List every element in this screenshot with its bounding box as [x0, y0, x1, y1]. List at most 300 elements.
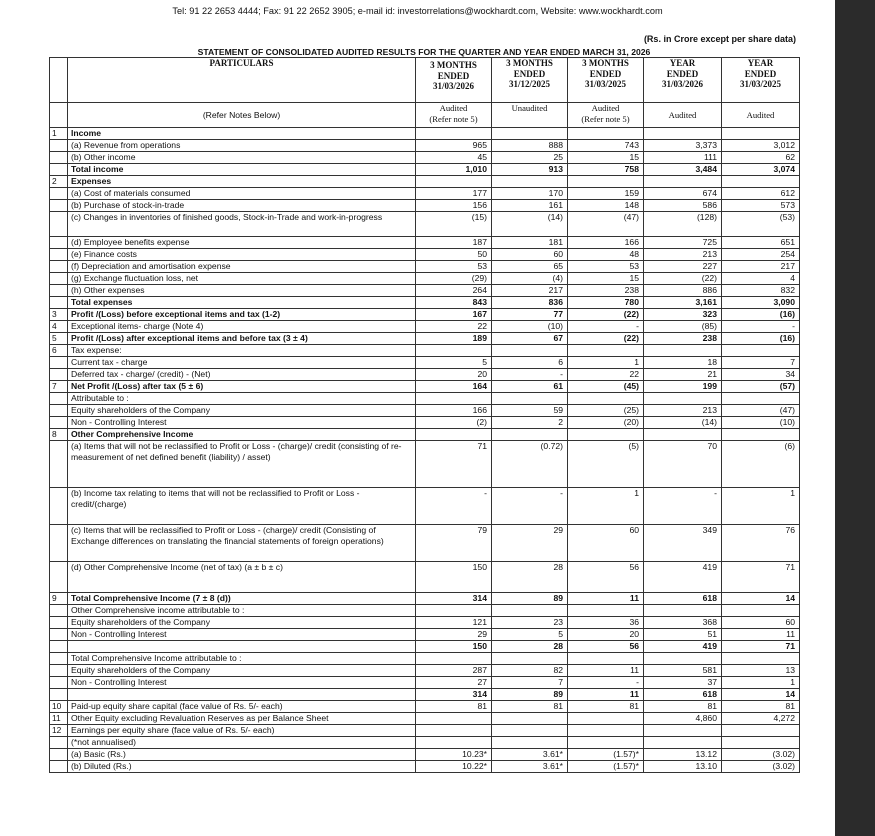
row-value: 156 [416, 200, 492, 212]
row-value [568, 713, 644, 725]
row-value: 213 [644, 249, 722, 261]
row-value: 23 [492, 617, 568, 629]
row-number [50, 617, 68, 629]
table-row [50, 309, 800, 321]
row-value: 217 [492, 285, 568, 297]
units-note: (Rs. in Crore except per share data) [643, 34, 796, 44]
row-number [50, 761, 68, 773]
row-value: 3.61* [492, 749, 568, 761]
row-label: Equity shareholders of the Company [68, 617, 416, 629]
row-number [50, 297, 68, 309]
row-value [722, 725, 800, 737]
row-number [50, 357, 68, 369]
row-value [644, 429, 722, 441]
period-header-3: 3 MONTHS ENDED 31/03/2025 [568, 58, 644, 103]
row-value: 53 [416, 261, 492, 273]
row-value: 349 [644, 525, 722, 562]
row-value: 674 [644, 188, 722, 200]
row-value: 181 [492, 237, 568, 249]
table-row [50, 749, 800, 761]
row-value: 2 [492, 417, 568, 429]
row-label [68, 641, 416, 653]
row-value: 618 [644, 689, 722, 701]
period-header-1: 3 MONTHS ENDED 31/03/2026 [416, 58, 492, 103]
row-value [492, 345, 568, 357]
row-value: 7 [492, 677, 568, 689]
row-value: 6 [492, 357, 568, 369]
refer-notes: (Refer Notes Below) [68, 103, 416, 128]
row-value: 612 [722, 188, 800, 200]
row-value [722, 345, 800, 357]
status-1: Audited (Refer note 5) [416, 103, 492, 128]
results-table [49, 57, 800, 773]
row-value: 199 [644, 381, 722, 393]
table-row [50, 237, 800, 249]
row-value [492, 653, 568, 665]
row-value: 651 [722, 237, 800, 249]
table-row [50, 273, 800, 285]
row-number [50, 562, 68, 593]
row-value: 71 [722, 641, 800, 653]
row-value [416, 176, 492, 188]
row-value: 28 [492, 641, 568, 653]
row-number [50, 405, 68, 417]
row-value [722, 393, 800, 405]
row-value [644, 737, 722, 749]
table-row [50, 689, 800, 701]
row-label: Income [68, 128, 416, 140]
table-row [50, 725, 800, 737]
row-label: Non - Controlling Interest [68, 629, 416, 641]
table-row [50, 677, 800, 689]
row-label: Total Comprehensive Income (7 ± 8 (d)) [68, 593, 416, 605]
table-row [50, 417, 800, 429]
row-value: 10.23* [416, 749, 492, 761]
row-value: (16) [722, 309, 800, 321]
particulars-header: PARTICULARS [68, 58, 416, 103]
table-row [50, 562, 800, 593]
row-number [50, 285, 68, 297]
row-value: 3,074 [722, 164, 800, 176]
dark-side-margin [835, 0, 875, 836]
row-value: 11 [722, 629, 800, 641]
row-label: (h) Other expenses [68, 285, 416, 297]
row-number [50, 629, 68, 641]
row-value: 287 [416, 665, 492, 677]
row-number [50, 677, 68, 689]
row-label: (c) Items that will be reclassified to Profit or Loss - (charge)/ credit (Consisting of Exchange differences on translating the financial statements of foreign operations) [68, 525, 416, 562]
row-label: (*not annualised) [68, 737, 416, 749]
row-value: 743 [568, 140, 644, 152]
row-label: Total expenses [68, 297, 416, 309]
row-value: 4,860 [644, 713, 722, 725]
row-number [50, 749, 68, 761]
row-value: 586 [644, 200, 722, 212]
table-row [50, 381, 800, 393]
row-value: 121 [416, 617, 492, 629]
row-value: 81 [492, 701, 568, 713]
row-number [50, 488, 68, 525]
row-value: (6) [722, 441, 800, 488]
row-value: (25) [568, 405, 644, 417]
table-row [50, 641, 800, 653]
row-value: (85) [644, 321, 722, 333]
row-value [722, 605, 800, 617]
row-value: 67 [492, 333, 568, 345]
row-number: 11 [50, 713, 68, 725]
row-value: 150 [416, 641, 492, 653]
row-value: 166 [568, 237, 644, 249]
row-value: - [568, 677, 644, 689]
row-value: - [722, 321, 800, 333]
row-value: (53) [722, 212, 800, 237]
row-label: Current tax - charge [68, 357, 416, 369]
row-value: 323 [644, 309, 722, 321]
row-value: 3.61* [492, 761, 568, 773]
row-value: 1 [568, 357, 644, 369]
row-value: (57) [722, 381, 800, 393]
header-row [50, 58, 800, 103]
row-value: (5) [568, 441, 644, 488]
row-value: 59 [492, 405, 568, 417]
statement-title: STATEMENT OF CONSOLIDATED AUDITED RESULTS FOR THE QUARTER AND YEAR ENDED MARCH 31, 2026 [197, 47, 651, 57]
row-number [50, 605, 68, 617]
row-value [644, 725, 722, 737]
row-value: 1,010 [416, 164, 492, 176]
table-row [50, 605, 800, 617]
row-value: 71 [416, 441, 492, 488]
row-value: 60 [492, 249, 568, 261]
status-2: Unaudited [492, 103, 568, 128]
row-value: 15 [568, 273, 644, 285]
row-value: 3,161 [644, 297, 722, 309]
table-row [50, 164, 800, 176]
row-number: 10 [50, 701, 68, 713]
row-value: 65 [492, 261, 568, 273]
row-value [568, 393, 644, 405]
period-header-5: YEAR ENDED 31/03/2025 [722, 58, 800, 103]
row-value: (3.02) [722, 749, 800, 761]
row-value [568, 653, 644, 665]
row-value: 581 [644, 665, 722, 677]
row-value: 56 [568, 562, 644, 593]
row-value: 832 [722, 285, 800, 297]
row-value: 56 [568, 641, 644, 653]
row-value: 164 [416, 381, 492, 393]
row-value [644, 653, 722, 665]
row-value: (16) [722, 333, 800, 345]
row-label [68, 689, 416, 701]
row-value: (22) [568, 309, 644, 321]
row-label: Other Equity excluding Revaluation Reserves as per Balance Sheet [68, 713, 416, 725]
row-value: 76 [722, 525, 800, 562]
row-value [568, 605, 644, 617]
table-row [50, 665, 800, 677]
row-value: 161 [492, 200, 568, 212]
table-row [50, 653, 800, 665]
row-label: Total Comprehensive Income attributable to : [68, 653, 416, 665]
row-label: Exceptional items- charge (Note 4) [68, 321, 416, 333]
row-number: 9 [50, 593, 68, 605]
row-value [722, 737, 800, 749]
row-value: 227 [644, 261, 722, 273]
row-number: 8 [50, 429, 68, 441]
row-value: 14 [722, 593, 800, 605]
row-number [50, 140, 68, 152]
row-value: 20 [416, 369, 492, 381]
row-value: 254 [722, 249, 800, 261]
row-value [722, 653, 800, 665]
row-value: (29) [416, 273, 492, 285]
status-3: Audited (Refer note 5) [568, 103, 644, 128]
row-value [492, 737, 568, 749]
row-value: (128) [644, 212, 722, 237]
row-label: Total income [68, 164, 416, 176]
row-value: 45 [416, 152, 492, 164]
row-value: 189 [416, 333, 492, 345]
status-5: Audited [722, 103, 800, 128]
row-value: - [492, 488, 568, 525]
row-value: - [644, 488, 722, 525]
row-value: 18 [644, 357, 722, 369]
row-value: 82 [492, 665, 568, 677]
row-label: Expenses [68, 176, 416, 188]
table-row [50, 297, 800, 309]
row-value: (1.57)* [568, 749, 644, 761]
row-value: 170 [492, 188, 568, 200]
row-value: (14) [492, 212, 568, 237]
row-value: 60 [568, 525, 644, 562]
row-number [50, 689, 68, 701]
row-value: 1 [722, 677, 800, 689]
row-value: 148 [568, 200, 644, 212]
row-value: 27 [416, 677, 492, 689]
row-value: 70 [644, 441, 722, 488]
row-value [416, 429, 492, 441]
row-value: 81 [416, 701, 492, 713]
table-row [50, 176, 800, 188]
row-value: - [492, 369, 568, 381]
row-value: 53 [568, 261, 644, 273]
row-value: 50 [416, 249, 492, 261]
row-number [50, 641, 68, 653]
row-value: (3.02) [722, 761, 800, 773]
row-value: 4,272 [722, 713, 800, 725]
row-value [492, 429, 568, 441]
row-label: (c) Changes in inventories of finished goods, Stock-in-Trade and work-in-progress [68, 212, 416, 237]
row-label: Attributable to : [68, 393, 416, 405]
row-value: 573 [722, 200, 800, 212]
row-value: - [568, 321, 644, 333]
row-label: Tax expense: [68, 345, 416, 357]
row-value: 11 [568, 593, 644, 605]
table-row [50, 188, 800, 200]
row-value: (10) [492, 321, 568, 333]
table-row [50, 212, 800, 237]
row-value: 314 [416, 593, 492, 605]
row-number: 1 [50, 128, 68, 140]
table-row [50, 488, 800, 525]
row-value: (47) [722, 405, 800, 417]
row-number [50, 152, 68, 164]
row-value [416, 605, 492, 617]
row-label: Non - Controlling Interest [68, 417, 416, 429]
row-value: 28 [492, 562, 568, 593]
row-value: 3,090 [722, 297, 800, 309]
row-value [722, 176, 800, 188]
row-label: Non - Controlling Interest [68, 677, 416, 689]
row-value: 29 [492, 525, 568, 562]
row-value: 167 [416, 309, 492, 321]
row-number [50, 417, 68, 429]
row-value [568, 345, 644, 357]
row-value: (1.57)* [568, 761, 644, 773]
row-label: Net Profit /(Loss) after tax (5 ± 6) [68, 381, 416, 393]
row-number [50, 653, 68, 665]
row-number [50, 273, 68, 285]
row-value: - [416, 488, 492, 525]
table-row [50, 629, 800, 641]
row-value [416, 737, 492, 749]
table-row [50, 617, 800, 629]
row-value: (2) [416, 417, 492, 429]
row-label: (a) Basic (Rs.) [68, 749, 416, 761]
row-label: (b) Other income [68, 152, 416, 164]
row-value: 13 [722, 665, 800, 677]
row-label: (b) Diluted (Rs.) [68, 761, 416, 773]
row-value: 913 [492, 164, 568, 176]
table-row [50, 200, 800, 212]
row-label: (a) Cost of materials consumed [68, 188, 416, 200]
row-value: 238 [644, 333, 722, 345]
table-row [50, 393, 800, 405]
period-header-2: 3 MONTHS ENDED 31/12/2025 [492, 58, 568, 103]
row-value [568, 737, 644, 749]
row-value [416, 393, 492, 405]
table-row [50, 429, 800, 441]
row-value: 1 [568, 488, 644, 525]
row-label: Deferred tax - charge/ (credit) - (Net) [68, 369, 416, 381]
table-row [50, 593, 800, 605]
row-number: 3 [50, 309, 68, 321]
row-value: 34 [722, 369, 800, 381]
table-row [50, 333, 800, 345]
row-label: (d) Employee benefits expense [68, 237, 416, 249]
row-value: 13.10 [644, 761, 722, 773]
row-label: Earnings per equity share (face value of Rs. 5/- each) [68, 725, 416, 737]
row-value: (22) [644, 273, 722, 285]
row-value: (10) [722, 417, 800, 429]
row-value [492, 176, 568, 188]
row-value: 965 [416, 140, 492, 152]
row-label: Other Comprehensive Income [68, 429, 416, 441]
row-value [492, 605, 568, 617]
row-value [568, 429, 644, 441]
row-value [722, 429, 800, 441]
row-value: 51 [644, 629, 722, 641]
row-value: 886 [644, 285, 722, 297]
row-value: 89 [492, 689, 568, 701]
row-value: 843 [416, 297, 492, 309]
row-value [416, 653, 492, 665]
row-value: 81 [568, 701, 644, 713]
row-value: 22 [568, 369, 644, 381]
row-label: Profit /(Loss) before exceptional items and tax (1-2) [68, 309, 416, 321]
row-value: 21 [644, 369, 722, 381]
row-value: 314 [416, 689, 492, 701]
row-value: 7 [722, 357, 800, 369]
row-value: 61 [492, 381, 568, 393]
row-label: (a) Revenue from operations [68, 140, 416, 152]
row-value: 187 [416, 237, 492, 249]
row-value: 264 [416, 285, 492, 297]
row-value: 25 [492, 152, 568, 164]
table-row [50, 713, 800, 725]
row-value [568, 725, 644, 737]
row-value: 81 [644, 701, 722, 713]
row-value: 1 [722, 488, 800, 525]
row-number [50, 249, 68, 261]
table-row [50, 357, 800, 369]
row-value: 29 [416, 629, 492, 641]
table-row [50, 761, 800, 773]
row-value: (14) [644, 417, 722, 429]
row-value: 419 [644, 641, 722, 653]
row-value [644, 393, 722, 405]
row-value: 62 [722, 152, 800, 164]
row-value: 725 [644, 237, 722, 249]
row-number: 4 [50, 321, 68, 333]
row-label: (e) Finance costs [68, 249, 416, 261]
row-value [492, 713, 568, 725]
period-header-4: YEAR ENDED 31/03/2026 [644, 58, 722, 103]
row-value: 618 [644, 593, 722, 605]
row-label: Equity shareholders of the Company [68, 665, 416, 677]
row-value: (45) [568, 381, 644, 393]
table-row [50, 140, 800, 152]
row-value: 3,484 [644, 164, 722, 176]
row-value: (4) [492, 273, 568, 285]
row-value: 81 [722, 701, 800, 713]
row-value: (0.72) [492, 441, 568, 488]
row-label: Other Comprehensive income attributable to : [68, 605, 416, 617]
row-number [50, 212, 68, 237]
row-value: 780 [568, 297, 644, 309]
row-value: 11 [568, 689, 644, 701]
table-row [50, 441, 800, 488]
row-value: 111 [644, 152, 722, 164]
table-row [50, 128, 800, 140]
row-value: 4 [722, 273, 800, 285]
row-number: 6 [50, 345, 68, 357]
row-number [50, 525, 68, 562]
table-row [50, 737, 800, 749]
row-value [644, 605, 722, 617]
row-value: 79 [416, 525, 492, 562]
row-value: 37 [644, 677, 722, 689]
row-number: 2 [50, 176, 68, 188]
row-value: 20 [568, 629, 644, 641]
table-row [50, 261, 800, 273]
row-value: 368 [644, 617, 722, 629]
row-number [50, 369, 68, 381]
table-row [50, 701, 800, 713]
row-value: 213 [644, 405, 722, 417]
row-value: (22) [568, 333, 644, 345]
table-row [50, 369, 800, 381]
row-value: 419 [644, 562, 722, 593]
row-value [492, 128, 568, 140]
